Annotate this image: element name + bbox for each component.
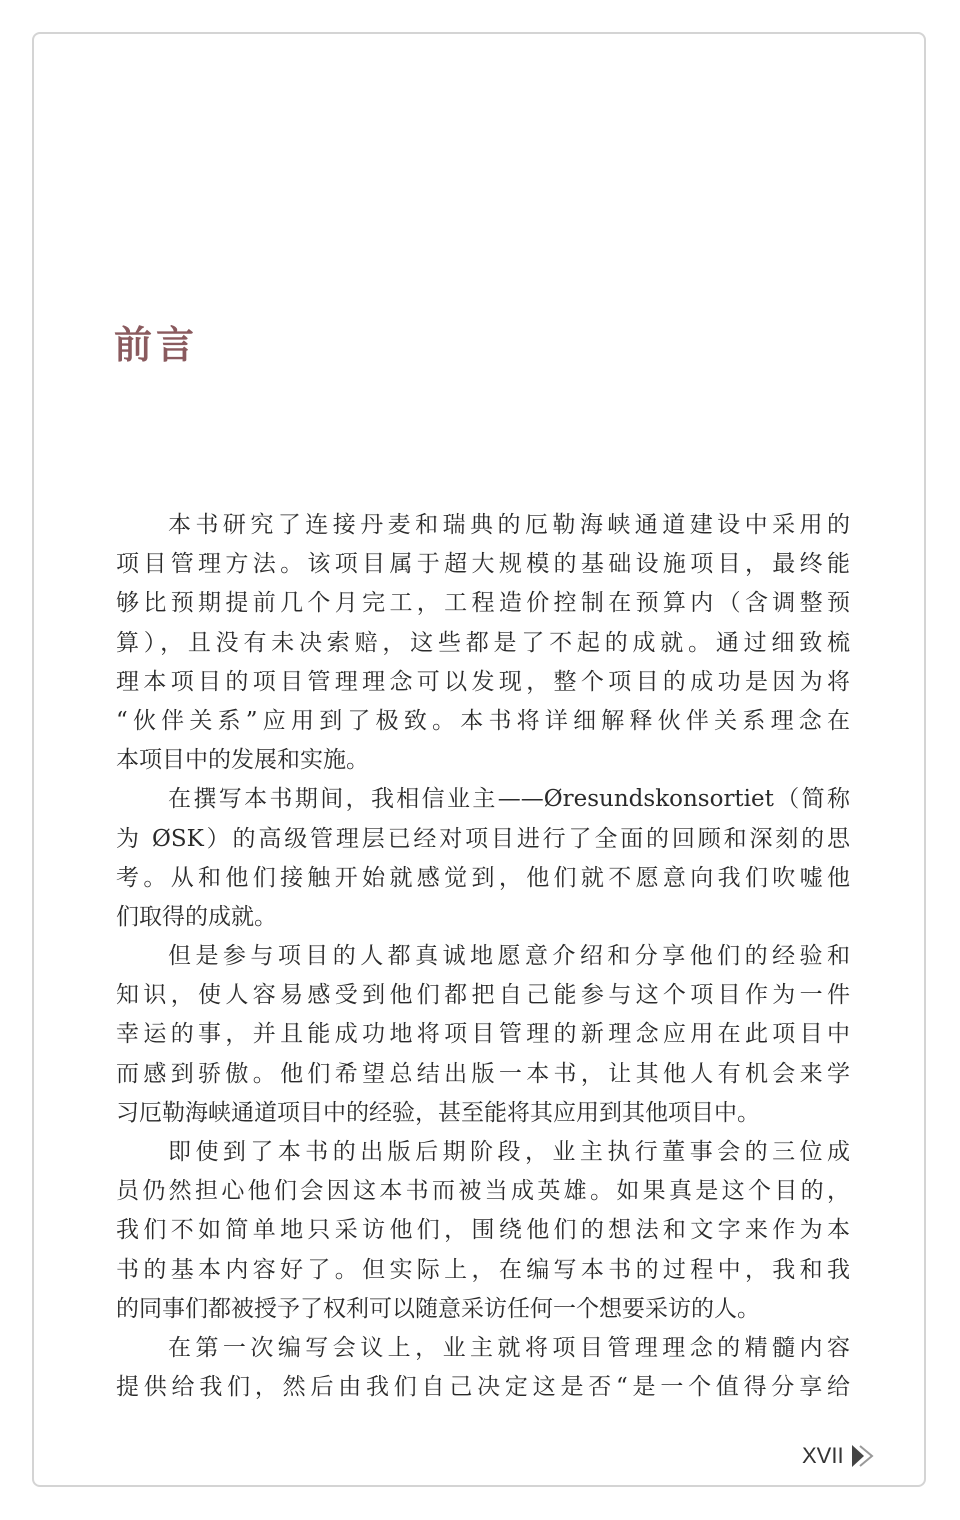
text-line: 提供给我们，然后由我们自己决定这是否“是一个值得分享给 [116, 1374, 850, 1401]
text-line: 即使到了本书的出版后期阶段，业主执行董事会的三位成 [168, 1139, 850, 1165]
text-line: “伙伴关系”应用到了极致。本书将详细解释伙伴关系理念在 [116, 707, 850, 734]
text-line: 书的基本内容好了。但实际上，在编写本书的过程中，我和我 [116, 1256, 850, 1283]
text-line: 考。从和他们接触开始就感觉到，他们就不愿意向我们吹嘘他 [116, 864, 850, 891]
text-line: 员仍然担心他们会因这本书而被当成英雄。如果真是这个目的， [116, 1178, 850, 1205]
text-line: 为 ØSK）的高级管理层已经对项目进行了全面的回顾和深刻的思 [116, 825, 850, 852]
text-line: 够比预期提前几个月完工，工程造价控制在预算内（含调整预 [116, 590, 850, 617]
text-line: 我们不如简单地只采访他们，围绕他们的想法和文字来作为本 [116, 1217, 850, 1244]
page-number-area [802, 1443, 876, 1469]
text-line: 们取得的成就。 [116, 903, 277, 930]
text-line: 而感到骄傲。他们希望总结出版一本书，让其他人有机会来学 [116, 1060, 850, 1087]
text-line: 习厄勒海峡通道项目中的经验，甚至能将其应用到其他项目中。 [116, 1099, 760, 1126]
text-line: 理本项目的项目管理理念可以发现，整个项目的成功是因为将 [116, 668, 850, 695]
text-line: 在第一次编写会议上，业主就将项目管理理念的精髓内容 [168, 1334, 850, 1361]
text-line: 幸运的事，并且能成功地将项目管理的新理念应用在此项目中 [116, 1021, 850, 1048]
text-line: 在撰写本书期间，我相信业主——Øresundskonsortiet（简称 [168, 786, 850, 813]
text-line: 项目管理方法。该项目属于超大规模的基础设施项目，最终能 [116, 551, 850, 578]
text-line: 但是参与项目的人都真诚地愿意介绍和分享他们的经验和 [168, 943, 850, 970]
text-line: 知识，使人容易感受到他们都把自己能参与这个项目作为一件 [116, 982, 850, 1009]
text-line: 本项目中的发展和实施。 [116, 747, 369, 774]
double-arrow-right-icon [850, 1443, 876, 1469]
book-page [32, 32, 926, 1487]
text-line: 算），且没有未决索赔，这些都是了不起的成就。通过细致梳 [116, 629, 850, 656]
page-number: XVII [802, 1443, 844, 1468]
text-line: 本书研究了连接丹麦和瑞典的厄勒海峡通道建设中采用的 [168, 512, 850, 538]
body-text [116, 506, 850, 1407]
text-line: 的同事们都被授予了权利可以随意采访任何一个想要采访的人。 [116, 1295, 760, 1322]
page-title: 前言 [114, 322, 199, 367]
